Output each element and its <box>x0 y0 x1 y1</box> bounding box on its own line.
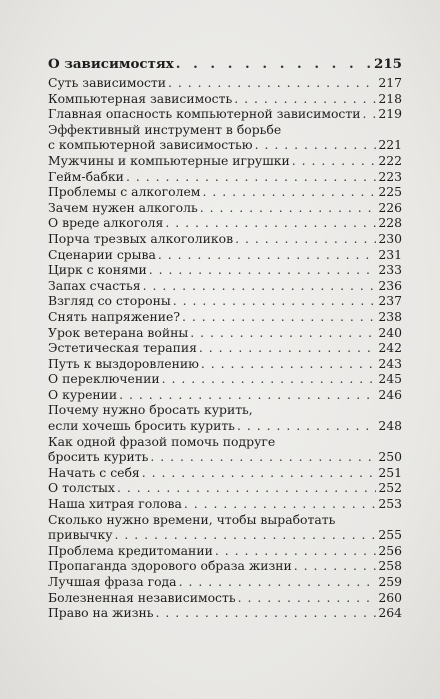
toc-entry-title: Пропаганда здорового образа жизни <box>48 558 292 574</box>
toc-entry <box>48 278 402 294</box>
toc-entry <box>48 231 402 247</box>
toc-entry <box>48 106 402 122</box>
toc-entry-page: 250 <box>378 449 402 465</box>
toc-entry-title: Лучшая фраза года <box>48 574 177 589</box>
toc-entry-page: 221 <box>378 137 402 153</box>
toc-entry-title: Эстетическая терапия <box>48 340 197 356</box>
toc-leader-dots <box>190 325 376 341</box>
toc-leader-dots <box>292 153 377 169</box>
toc-leader-dots <box>202 184 376 200</box>
toc-entry-page: 252 <box>378 480 402 496</box>
toc-entry-page: 256 <box>378 542 402 558</box>
toc-entry-title: Снять напряжение? <box>48 308 180 324</box>
toc-entry-first-line: Почему нужно бросать курить, <box>48 402 253 418</box>
toc-entry <box>48 325 402 341</box>
toc-leader-dots <box>294 558 377 574</box>
toc-entry-page: 246 <box>378 386 402 402</box>
toc-entry-page: 236 <box>378 277 402 293</box>
toc-leader-dots <box>237 418 376 434</box>
toc-entry-title: Запах счастья <box>48 277 141 293</box>
toc-leader-dots <box>165 215 376 231</box>
toc-leader-dots <box>168 75 376 91</box>
toc-entry <box>48 371 402 387</box>
toc-entry-page: 219 <box>378 106 402 122</box>
toc-entry <box>48 558 402 574</box>
toc-entry <box>48 496 402 512</box>
toc-heading-title: О зависимостях <box>48 56 174 72</box>
toc-entry-page: 218 <box>378 90 402 106</box>
toc-leader-dots <box>143 278 377 294</box>
toc-leader-dots <box>173 293 377 309</box>
toc-entry-title: Путь к выздоровлению <box>48 355 199 371</box>
toc-entry <box>48 137 402 153</box>
toc-entry-title: Право на жизнь <box>48 605 154 621</box>
toc-leader-dots <box>238 590 377 606</box>
toc-entry-page: 231 <box>378 246 402 262</box>
toc-entry <box>48 262 402 278</box>
toc-entry-title: О толстых <box>48 480 115 496</box>
toc-entry-title: Мужчины и компьютерные игрушки <box>48 152 290 168</box>
toc-leader-dots <box>115 527 377 543</box>
toc-entry-title: Начать с себя <box>48 464 140 480</box>
toc-leader-dots <box>150 449 376 465</box>
toc-leader-dots <box>158 247 376 263</box>
toc-entry-title: О переключении <box>48 371 160 387</box>
toc-entry-title: Суть зависимости <box>48 75 167 90</box>
toc-leader-dots <box>184 496 376 512</box>
toc-entry-page: 230 <box>378 230 402 246</box>
toc-entry <box>48 605 402 621</box>
toc-entry-title: Компьютерная зависимость <box>48 90 233 106</box>
toc-entry <box>48 247 402 263</box>
toc-entry-page: 260 <box>378 589 402 605</box>
toc-entry-first-line: Сколько нужно времени, чтобы выработать <box>48 511 336 527</box>
toc-entry-page: 259 <box>378 574 402 589</box>
toc-entry-title: Урок ветерана войны <box>48 324 189 340</box>
toc-entry-page: 264 <box>378 605 402 621</box>
toc-entry-page: 248 <box>378 418 402 434</box>
toc-entry-page: 222 <box>378 152 402 168</box>
toc-entry-page: 237 <box>378 293 402 309</box>
toc-entry-title: Цирк с конями <box>48 262 147 278</box>
toc-leader-dots <box>182 309 376 325</box>
toc-heading-page: 215 <box>374 56 402 72</box>
toc-entry <box>48 527 402 543</box>
toc-entry <box>48 480 402 496</box>
toc-leader-dots <box>362 106 376 122</box>
toc-entry-title: если хочешь бросить курить <box>48 418 235 434</box>
toc-entry <box>48 465 402 481</box>
toc-entry <box>48 340 402 356</box>
toc-entry-page: 253 <box>378 496 402 512</box>
toc-entry-page: 226 <box>378 199 402 215</box>
toc-entry-title: О курении <box>48 386 118 402</box>
toc-entry-page: 233 <box>378 262 402 278</box>
toc-entry-first-line: Эффективный инструмент в борьбе <box>48 121 282 137</box>
toc-section-heading <box>48 54 402 74</box>
toc-entry-title: бросить курить <box>48 449 149 465</box>
toc-entry <box>48 75 402 91</box>
toc-leader-dots <box>162 371 377 387</box>
toc-entry-title: Проблемы с алкоголем <box>48 184 201 200</box>
toc-entry-page: 240 <box>378 324 402 340</box>
toc-entry <box>48 293 402 309</box>
toc-entry <box>48 153 402 169</box>
toc-entry-title: Зачем нужен алкоголь <box>48 199 198 215</box>
toc-leader-dots <box>234 91 376 107</box>
toc-leader-dots <box>201 356 376 372</box>
toc-entry <box>48 309 402 325</box>
toc-entry-title: О вреде алкоголя <box>48 215 164 231</box>
toc-leader-dots <box>215 543 377 559</box>
toc-leader-dots <box>179 574 377 590</box>
toc-entry <box>48 543 402 559</box>
toc-entry-title: Гейм-бабки <box>48 168 124 184</box>
toc-entry-title: Болезненная независимость <box>48 589 236 605</box>
toc-entry-title: Взгляд со стороны <box>48 293 171 309</box>
toc-entry-title: Главная опасность компьютерной зависимости <box>48 106 361 122</box>
toc-entry-title: с компьютерной зависимостью <box>48 137 253 153</box>
toc-leader-dots <box>149 262 377 278</box>
toc-entry <box>48 387 402 403</box>
toc-leader-dots <box>200 200 377 216</box>
toc-entry-title: Порча трезвых алкоголиков <box>48 230 234 246</box>
toc-entry <box>48 91 402 107</box>
toc-leader-dots <box>126 169 376 185</box>
table-of-contents <box>48 54 402 621</box>
toc-entry-first-line: Как одной фразой помочь подруге <box>48 433 276 449</box>
toc-leader-dots <box>176 54 372 74</box>
toc-entry <box>48 449 402 465</box>
toc-entry <box>48 574 402 590</box>
toc-entry <box>48 356 402 372</box>
toc-entry <box>48 184 402 200</box>
toc-entry-page: 251 <box>378 464 402 480</box>
toc-entry <box>48 590 402 606</box>
toc-entry-page: 245 <box>378 371 402 387</box>
toc-entry-page: 223 <box>378 168 402 184</box>
toc-entry-page: 242 <box>378 340 402 356</box>
toc-leader-dots <box>235 231 376 247</box>
toc-entry-page: 238 <box>378 308 402 324</box>
toc-entry-title: Сценарии срыва <box>48 246 156 262</box>
toc-entry-title: Проблема кредитомании <box>48 542 213 558</box>
toc-leader-dots <box>119 387 376 403</box>
toc-entry-page: 228 <box>378 215 402 231</box>
toc-leader-dots <box>255 137 377 153</box>
toc-entry <box>48 418 402 434</box>
toc-entry-page: 225 <box>378 184 402 200</box>
toc-leader-dots <box>117 480 376 496</box>
toc-entry-title: привычку <box>48 527 113 543</box>
toc-entry <box>48 200 402 216</box>
toc-entry-title: Наша хитрая голова <box>48 496 182 512</box>
toc-leader-dots <box>156 605 377 621</box>
toc-leader-dots <box>199 340 376 356</box>
toc-entry-page: 243 <box>378 355 402 371</box>
toc-entry-page: 258 <box>378 558 402 574</box>
toc-leader-dots <box>142 465 377 481</box>
toc-entry-page: 217 <box>378 75 402 90</box>
toc-entry <box>48 215 402 231</box>
toc-entry-page: 255 <box>378 527 402 543</box>
toc-entry <box>48 169 402 185</box>
